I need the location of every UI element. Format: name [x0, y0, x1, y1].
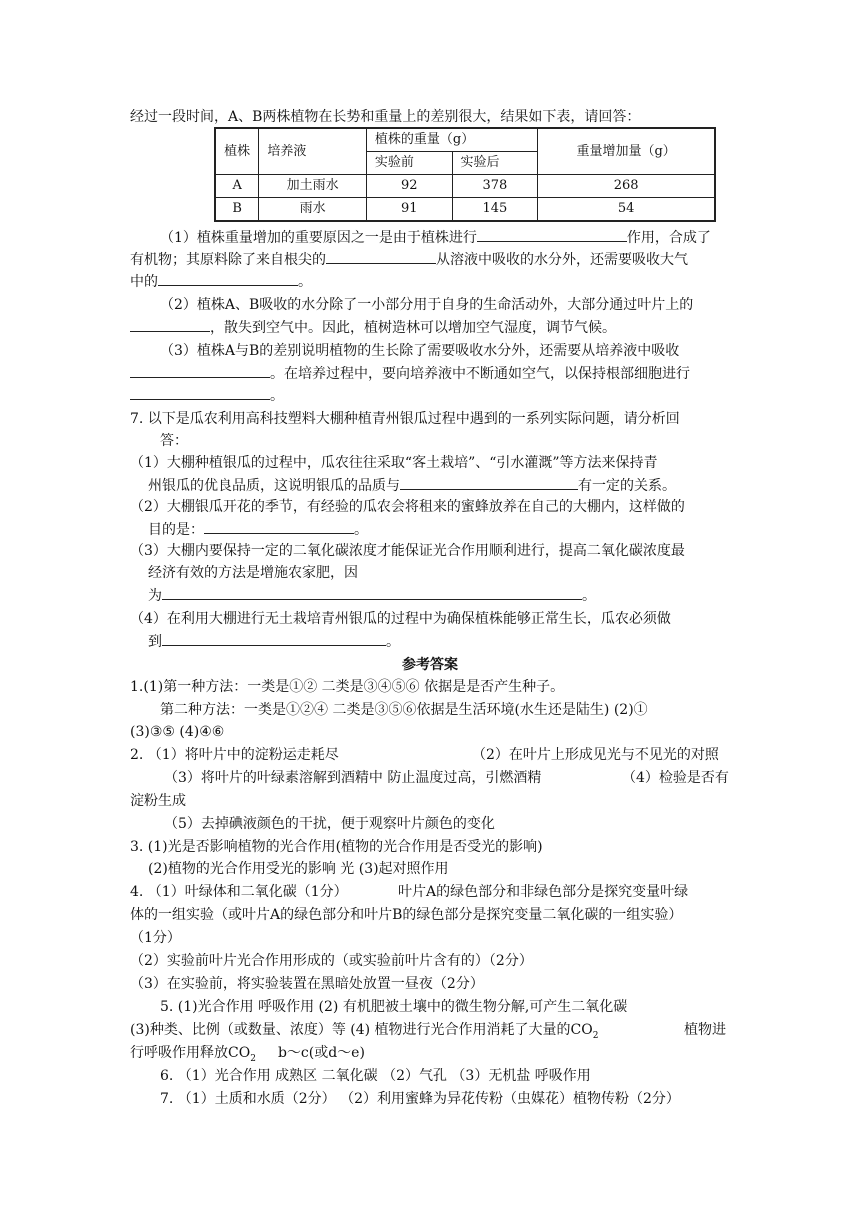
answer-3-line1: 3. (1)光是否影响植物的光合作用(植物的光合作用是否受光的影响)	[130, 839, 543, 855]
answer-2-line1a: 2. （1）将叶片中的淀粉运走耗尽	[130, 747, 339, 763]
answer-1-line2: 第二种方法：一类是①②④ 二类是③⑤⑥依据是生活环境(水生还是陆生) (2)①	[160, 702, 648, 718]
answer-4-line3: （1分）	[130, 930, 181, 946]
answer-blank	[130, 317, 210, 332]
answer-4-line1a: 4. （1）叶绿体和二氧化碳（1分）	[130, 884, 348, 900]
q7-part2-line1: （2）大棚银瓜开花的季节，有经验的瓜农会将租来的蜜蜂放养在自己的大棚内，这样做的	[130, 499, 685, 515]
answer-blank	[162, 585, 582, 600]
answer-5-line2: (3)种类、比例（或数量、浓度）等 (4) 植物进行光合作用消耗了大量的$CO_2$	[130, 1022, 599, 1041]
answers-title: 参考答案	[402, 657, 458, 673]
table-row	[215, 198, 715, 222]
header-plant: 植株	[215, 128, 259, 175]
q7-part3-line2: 经济有效的方法是增施农家肥，因	[148, 565, 358, 581]
q7-part4-line1: （4）在利用大棚进行无土栽培青州银瓜的过程中为确保植株能够正常生长，瓜农必须做	[130, 611, 671, 627]
header-before: 实验前	[366, 152, 452, 175]
answer-blank	[162, 631, 386, 646]
q7-part1-line2: 州银瓜的优良品质，这说明银瓜的品质与 有一定的关系。	[148, 475, 676, 495]
cell-increase: 268	[538, 175, 715, 198]
cell-before: 91	[366, 198, 452, 222]
question-6-intro: 经过一段时间，A、B两株植物在长势和重量上的差别很大，结果如下表，请回答：	[130, 109, 641, 125]
cell-after: 378	[452, 175, 538, 198]
q6-part3-line2: 。在培养过程中，要向培养液中不断通如空气，以保持根部细胞进行	[130, 363, 690, 383]
answer-blank	[204, 519, 354, 534]
answer-7: 7. （1）土质和水质（2分） （2）利用蜜蜂为异花传粉（虫媒花）植物传粉（2分）	[160, 1091, 680, 1107]
answer-2-line2a: （3）将叶片的叶绿素溶解到酒精中 防止温度过高，引燃酒精	[164, 770, 542, 786]
q6-part3-line1: （3）植株A与B的差别说明植物的生长除了需要吸收水分外，还需要从培养液中吸收	[160, 343, 680, 359]
header-increase: 重量增加量（g）	[538, 128, 715, 175]
answer-2-line2b: （4）检验是否有	[622, 770, 729, 786]
q6-part1-line3: 中的 。	[130, 271, 312, 291]
q6-part1-line2: 有机物；其原料除了来自根尖的 从溶液中吸收的水分外，还需要吸收大气	[130, 249, 688, 269]
cell-before: 92	[366, 175, 452, 198]
answer-5-line2b: 植物进	[684, 1022, 726, 1038]
q7-part1-line1: （1）大棚种植银瓜的过程中，瓜农往往采取“客土栽培”、“引水灌溉”等方法来保持青	[130, 455, 658, 471]
answer-blank	[130, 385, 270, 400]
answer-4-line5: （3）在实验前，将实验装置在黑暗处放置一昼夜（2分）	[130, 976, 484, 992]
q6-part2-line2: ，散失到空气中。因此，植树造林可以增加空气湿度，调节气候。	[130, 317, 616, 337]
answer-4-line1b: 叶片A的绿色部分和非绿色部分是探究变量叶绿	[398, 884, 689, 900]
answer-5-line1: 5. (1)光合作用 呼吸作用 (2) 有机肥被土壤中的微生物分解,可产生二氧化碳	[160, 999, 628, 1015]
answer-6: 6. （1）光合作用 成熟区 二氧化碳 （2）气孔 （3）无机盐 呼吸作用	[160, 1068, 591, 1084]
answer-1-line3: (3)③⑤ (4)④⑥	[130, 724, 225, 740]
cell-plant: A	[215, 175, 259, 198]
q7-part3-line1: （3）大棚内要保持一定的二氧化碳浓度才能保证光合作用顺利进行，提高二氧化碳浓度最	[130, 543, 685, 559]
answer-blank	[326, 249, 436, 264]
cell-solution: 加土雨水	[259, 175, 367, 198]
header-solution: 培养液	[259, 128, 367, 175]
q7-part3-line3: 为 。	[148, 585, 596, 605]
cell-solution: 雨水	[259, 198, 367, 222]
cell-after: 145	[452, 198, 538, 222]
answer-5-line3: 行呼吸作用释放$CO_2$ b～c(或d～e)	[130, 1045, 365, 1064]
answer-blank	[400, 475, 578, 490]
answer-1-line1: 1.(1)第一种方法：一类是①② 二类是③④⑤⑥ 依据是是否产生种子。	[130, 679, 565, 695]
header-after: 实验后	[452, 152, 538, 175]
answer-blank	[130, 363, 270, 378]
header-weight: 植株的重量（g）	[366, 128, 537, 152]
cell-plant: B	[215, 198, 259, 222]
q6-part3-line3: 。	[130, 385, 284, 405]
q7-part4-line2: 到 。	[148, 631, 400, 651]
cell-increase: 54	[538, 198, 715, 222]
answer-blank	[158, 271, 298, 286]
q7-part2-line2: 目的是： 。	[148, 519, 368, 539]
answer-2-line3: 淀粉生成	[130, 793, 186, 809]
answer-3-line2: (2)植物的光合作用受光的影响 光 (3)起对照作用	[148, 861, 449, 877]
q6-part2-line1: （2）植株A、B吸收的水分除了一小部分用于自身的生命活动外，大部分通过叶片上的	[160, 297, 694, 313]
answer-2-line1b: （2）在叶片上形成见光与不见光的对照	[472, 747, 719, 763]
answer-blank	[477, 227, 627, 242]
plant-weight-table	[214, 127, 716, 222]
answer-4-line2: 体的一组实验（或叶片A的绿色部分和叶片B的绿色部分是探究变量二氧化碳的一组实验）	[130, 907, 683, 923]
q6-part1-line1: （1）植株重量增加的重要原因之一是由于植株进行 作用，合成了	[160, 227, 711, 247]
q7-intro-line1: 7. 以下是瓜农利用高科技塑料大棚种植青州银瓜过程中遇到的一系列实际问题，请分析回	[130, 411, 680, 427]
answer-2-line4: （5）去掉碘液颜色的干扰，便于观察叶片颜色的变化	[164, 816, 495, 832]
q7-intro-line2: 答：	[160, 433, 188, 449]
table-row	[215, 175, 715, 198]
answer-4-line4: （2）实验前叶片光合作用形成的（或实验前叶片含有的）（2分）	[130, 953, 533, 969]
